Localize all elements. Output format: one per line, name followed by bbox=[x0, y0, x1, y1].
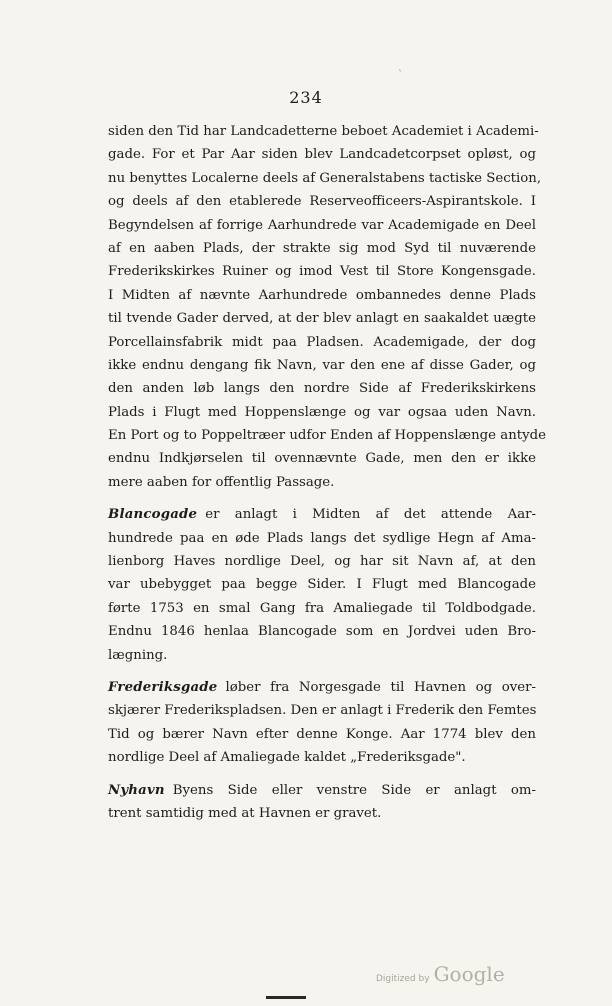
text-line bbox=[108, 723, 536, 746]
line-text: skjærer Frederikspladsen. Den er anlagt i Frederik den Femtes bbox=[108, 703, 537, 719]
text-line bbox=[108, 597, 536, 620]
body-text bbox=[108, 120, 546, 825]
line-text: var ubebygget paa begge Sider. I Flugt med Blancogade bbox=[108, 577, 536, 593]
line-text: Porcellainsfabrik midt paa Pladsen. Academigade, der dog bbox=[108, 334, 536, 350]
text-line bbox=[108, 573, 536, 596]
text-line bbox=[108, 307, 536, 330]
text-line bbox=[108, 260, 536, 283]
line-text: trent samtidig med at Havnen er gravet. bbox=[108, 805, 382, 821]
line-text: endnu Indkjørselen til ovennævnte Gade, men den er ikke bbox=[108, 451, 536, 467]
line-text: siden den Tid har Landcadetterne beboet Academiet i Academi- bbox=[108, 124, 539, 139]
text-line bbox=[108, 354, 536, 377]
line-text: mere aaben for offentlig Passage. bbox=[108, 474, 335, 490]
paragraph-gap bbox=[108, 770, 536, 779]
street-name-heading: Nyhavn bbox=[108, 782, 165, 798]
line-text: En Port og to Poppeltræer udfor Enden af Hoppenslænge antyde bbox=[108, 428, 546, 444]
line-text: Frederikskirkes Ruiner og imod Vest til Store Kongensgade. bbox=[108, 264, 536, 280]
text-line bbox=[108, 746, 536, 769]
text-line bbox=[108, 779, 536, 802]
text-line bbox=[108, 471, 536, 494]
text-line bbox=[108, 377, 536, 400]
line-text: førte 1753 en smal Gang fra Amaliegade til Toldbodgade. bbox=[108, 600, 536, 616]
page-number: 234 bbox=[289, 88, 323, 107]
street-name-heading: Blancogade bbox=[108, 507, 198, 523]
line-text: af en aaben Plads, der strakte sig mod Syd til nuværende bbox=[108, 240, 536, 256]
line-text: gade. For et Par Aar siden blev Landcadetcorpset opløst, og bbox=[108, 147, 536, 163]
text-line bbox=[108, 424, 546, 447]
text-line bbox=[108, 284, 536, 307]
line-text: den anden løb langs den nordre Side af Frederikskirkens bbox=[108, 381, 536, 397]
digitized-watermark bbox=[376, 962, 505, 986]
bottom-print-mark bbox=[266, 996, 306, 999]
text-line bbox=[108, 214, 536, 237]
line-text: nordlige Deel af Amaliegade kaldet „Frederiksgade". bbox=[108, 750, 466, 766]
line-text: løber fra Norgesgade til Havnen og over- bbox=[225, 679, 536, 695]
text-line bbox=[108, 237, 536, 260]
line-text: til tvende Gader derved, at der blev anlagt en saakaldet uægte bbox=[108, 311, 536, 327]
text-line bbox=[108, 676, 536, 699]
text-line bbox=[108, 644, 536, 667]
line-text: Plads i Flugt med Hoppenslænge og var ogsaa uden Navn. bbox=[108, 404, 536, 420]
text-line bbox=[108, 550, 536, 573]
line-text: Endnu 1846 henlaa Blancogade som en Jordvei uden Bro- bbox=[108, 624, 536, 640]
paragraph-gap bbox=[108, 494, 536, 503]
line-text: lienborg Haves nordlige Deel, og har sit Navn af, at den bbox=[108, 554, 536, 570]
line-text: er anlagt i Midten af det attende Aar- bbox=[205, 507, 536, 523]
text-line bbox=[108, 447, 536, 470]
text-line bbox=[108, 527, 536, 550]
line-text: Begyndelsen af forrige Aarhundrede var Academigade en Deel bbox=[108, 217, 536, 233]
text-line bbox=[108, 620, 536, 643]
text-line bbox=[108, 331, 536, 354]
text-line bbox=[108, 167, 542, 190]
text-line bbox=[108, 699, 536, 722]
line-text: I Midten af nævnte Aarhundrede ombannedes denne Plads bbox=[108, 287, 536, 303]
street-name-heading: Frederiksgade bbox=[108, 679, 218, 695]
line-text: og deels af den etablerede Reserveofficeers-Aspirantskole. I bbox=[108, 194, 536, 210]
scan-speck: ` bbox=[398, 70, 403, 81]
text-line bbox=[108, 120, 539, 143]
text-line bbox=[108, 143, 536, 166]
text-line bbox=[108, 401, 536, 424]
text-line bbox=[108, 190, 536, 213]
line-text: Byens Side eller venstre Side er anlagt om- bbox=[172, 782, 536, 798]
line-text: nu benyttes Localerne deels af Generalstabens tactiske Section, bbox=[108, 170, 542, 186]
text-line bbox=[108, 802, 536, 825]
text-line bbox=[108, 503, 536, 526]
line-text: lægning. bbox=[108, 647, 168, 663]
line-text: Tid og bærer Navn efter denne Konge. Aar 1774 blev den bbox=[108, 726, 536, 742]
line-text: ikke endnu dengang fik Navn, var den ene af disse Gader, og bbox=[108, 357, 536, 373]
google-logo: Google bbox=[433, 962, 505, 986]
watermark-prefix: Digitized by bbox=[376, 974, 430, 984]
paragraph-gap bbox=[108, 667, 536, 676]
line-text: hundrede paa en øde Plads langs det sydlige Hegn af Ama- bbox=[108, 530, 536, 546]
